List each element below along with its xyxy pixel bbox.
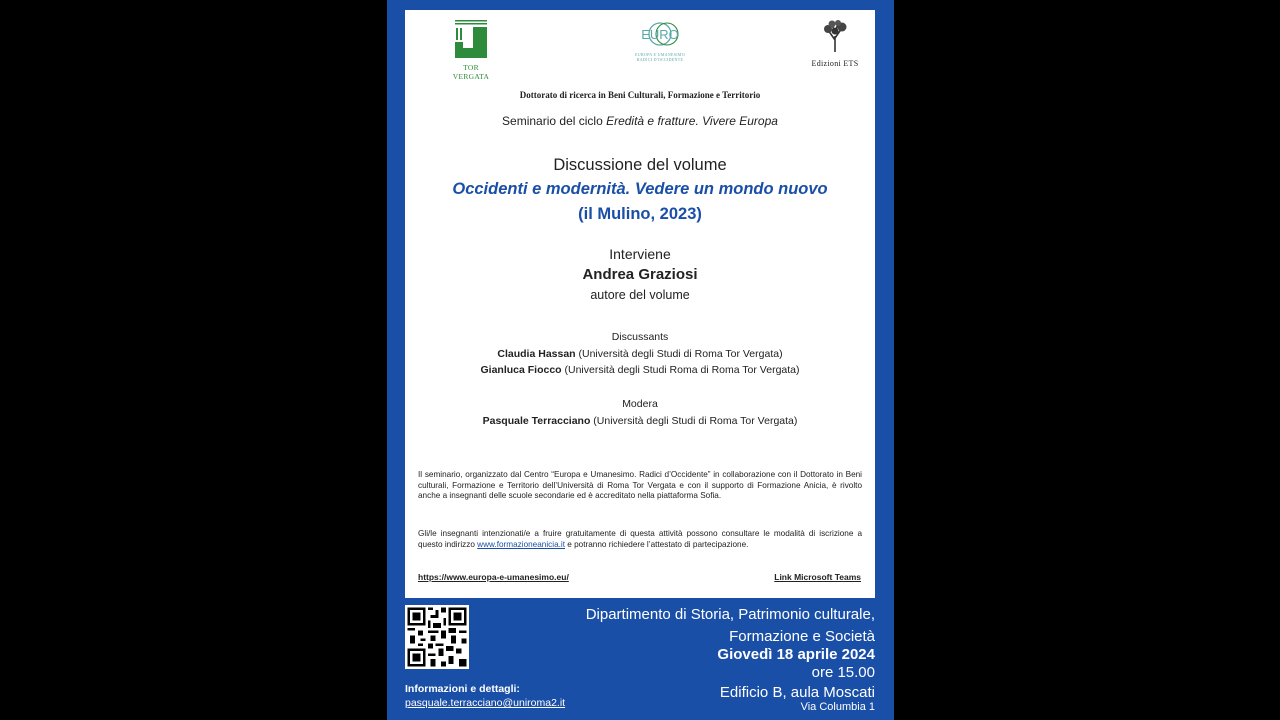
contact-email-link[interactable]: pasquale.terracciano@uniroma2.it [405,697,566,709]
discussion-intro: Discussione del volume [553,156,727,174]
tor-vergata-logo [445,20,497,81]
moderator-label: Modera [622,398,658,410]
tor-vergata-logo-icon [455,20,487,58]
europa-umanesimo-logo [630,20,690,62]
event-date: Giovedì 18 aprile 2024 [717,646,875,663]
event-room: Edificio B, aula Moscati [719,684,875,701]
department-line2: Formazione e Società [729,628,875,645]
discussant-affiliation: (Università degli Studi Roma di Roma Tor Vergata) [561,364,800,376]
edizioni-ets-logo [810,20,860,68]
seminar-series: Eredità e fratture. Vivere Europa [606,114,778,128]
event-poster [387,0,894,720]
department-line1: Dipartimento di Storia, Patrimonio culturale, [585,606,875,623]
euro-caption-line1: EUROPA E UMANESIMO [635,52,685,57]
tree-icon [822,20,848,52]
discussants-label: Discussants [611,331,669,343]
discussant-name: Gianluca Fiocco [480,364,562,376]
ets-caption: Edizioni ETS [811,59,859,68]
moderator-item [405,415,875,427]
info-label: Informazioni e dettagli: [405,683,520,695]
discussant-item [405,364,875,376]
moderator-affiliation: (Università degli Studi di Roma Tor Vergata) [590,415,798,427]
enrollment-paragraph [418,529,862,550]
euro-logo-icon [635,20,685,48]
euro-wordmark: EURO [641,27,679,42]
discussant-affiliation: (Università degli Studi di Roma Tor Vergata) [575,348,783,360]
doctorate-line: Dottorato di ricerca in Beni Culturali, Formazione e Territorio [519,90,761,100]
book-title: Occidenti e modernità. Vedere un mondo nuovo [452,180,828,198]
speaker-role: autore del volume [590,288,690,302]
seminar-prefix: Seminario del ciclo [502,114,607,128]
enrollment-text: Gli/le insegnanti intenzionati/e a fruire gratuitamente di questa attività possono consultare le modalità di iscrizione a questo indirizzo [418,529,862,549]
poster-card [405,10,875,598]
teams-link[interactable]: Link Microsoft Teams [774,572,861,582]
tor-vergata-caption: TOR VERGATA [452,63,490,81]
qr-code-icon [405,605,469,669]
event-time: ore 15.00 [811,664,875,681]
event-street: Via Columbia 1 [800,701,875,713]
euro-caption-line2: RADICI D'OCCIDENTE [636,56,684,62]
enrollment-text-end: e potranno richiedere l’attestato di partecipazione. [565,539,749,549]
moderator-name: Pasquale Terracciano [482,415,591,427]
discussant-item [405,348,875,360]
website-link[interactable]: https://www.europa-e-umanesimo.eu/ [418,572,569,582]
seminar-line [405,114,875,128]
discussant-name: Claudia Hassan [497,348,576,360]
formazione-anicia-link[interactable]: www.formazioneanicia.it [477,539,565,549]
speaker-name: Andrea Graziosi [582,266,698,283]
book-publisher: (il Mulino, 2023) [578,205,702,223]
description-paragraph: Il seminario, organizzato dal Centro “Europa e Umanesimo. Radici d’Occidente” in collaborazione con il Dottorato in Beni culturali, Formazione e Territorio dell’Università di Roma Tor Vergata e con il supporto di Formazione Anicia, è rivolto anche a insegnanti delle scuole secondarie ed è accreditato nella piattaforma Sofia. [418,470,862,501]
speaker-label: Interviene [609,246,671,262]
